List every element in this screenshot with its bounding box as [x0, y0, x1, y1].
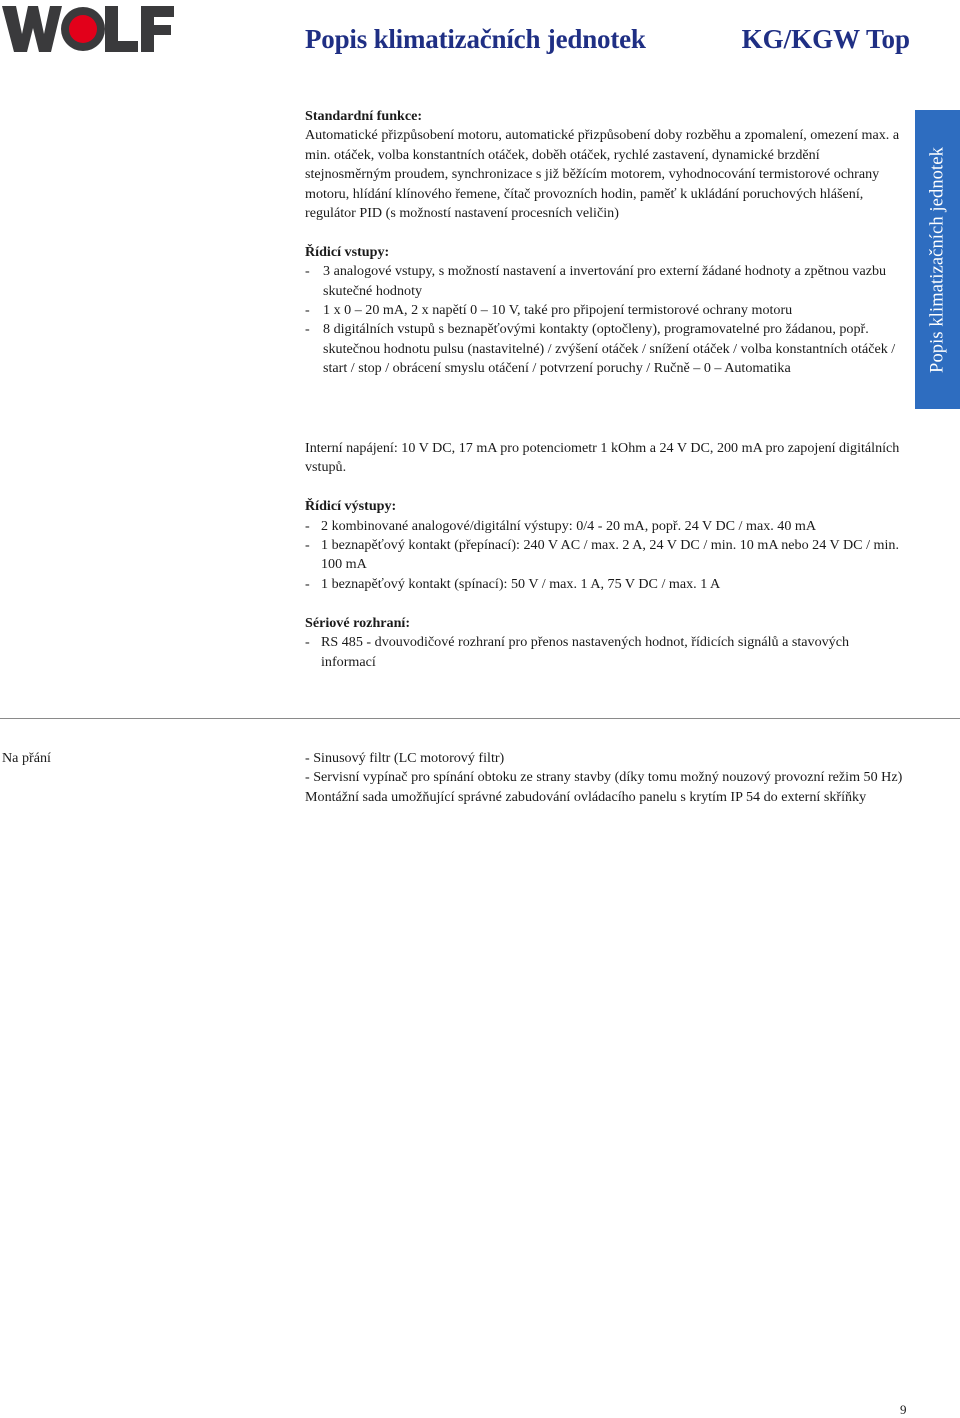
list-item: - 2 kombinované analogové/digitální výstupy: 0/4 - 20 mA, popř. 24 V DC / max. 40 mA [305, 517, 905, 536]
list-item: Montážní sada umožňující správné zabudování ovládacího panelu s krytím IP 54 do externí skříňky [305, 788, 867, 805]
list-item: - 1 beznapěťový kontakt (spínací): 50 V / max. 1 A, 75 V DC / max. 1 A [305, 575, 905, 594]
control-outputs-list [305, 517, 905, 595]
control-outputs-heading: Řídicí výstupy: [305, 498, 397, 515]
options-label: Na přání [2, 750, 51, 766]
standard-functions-heading: Standardní funkce: [305, 108, 423, 124]
page-number: 9 [900, 1402, 907, 1417]
serial-interface-heading: Sériové rozhraní: [305, 614, 411, 631]
section-divider [0, 718, 960, 719]
control-inputs-heading: Řídicí vstupy: [305, 243, 390, 260]
options-list [305, 749, 915, 807]
serial-interface-list [305, 633, 905, 672]
list-item: - Servisní vypínač pro spínání obtoku ze strany stavby (díky tomu možný nouzový provozní režim 50 Hz) [305, 769, 903, 786]
serial-interface-section [305, 614, 905, 672]
list-item: - RS 485 - dvouvodičové rozhraní pro přenos nastavených hodnot, řídicích signálů a stavových informací [305, 633, 905, 672]
standard-functions-section [305, 107, 905, 223]
wolf-logo [2, 4, 174, 54]
list-item: - 3 analogové vstupy, s možností nastavení a invertování pro externí žádané hodnoty a zpětnou vazbu skutečné hodnoty [305, 262, 905, 301]
list-item: - 1 beznapěťový kontakt (přepínací): 240 V AC / max. 2 A, 24 V DC / min. 10 mA nebo 24 V DC / min. 100 mA [305, 536, 905, 575]
control-inputs-list [305, 262, 905, 378]
main-content [305, 107, 905, 691]
internal-supply-text: Interní napájení: 10 V DC, 17 mA pro potenciometr 1 kOhm a 24 V DC, 200 mA pro zapojení digitálních vstupů. [305, 440, 900, 476]
internal-supply-section [305, 439, 905, 478]
list-item: - 1 x 0 – 20 mA, 2 x napětí 0 – 10 V, také pro připojení termistorové ochrany motoru [305, 301, 905, 320]
list-item: - 8 digitálních vstupů s beznapěťovými kontakty (optočleny), programovatelné pro žádanou, popř. skutečnou hodnotu pulsu (nastavitelné) / zvýšení otáček / snížení otáček / volba konstantních otáček / start / stop / obrácení smyslu otáčení / potvrzení poruchy / Ručně – 0 – Automatika [305, 320, 905, 378]
control-inputs-section [305, 243, 905, 379]
standard-functions-text: Automatické přizpůsobení motoru, automatické přizpůsobení doby rozběhu a zpomalení, omezení max. a min. otáček, volba konstantních otáček, doběh otáček, rychlé zastavení, dynamické brzdění stejnosměrným proudem, synchronizace s již běžícím motorem, vyhodnocování termistorové ochrany motoru, hlídání klínového řemene, čítač provozních hodin, paměť k ukládání poruchových hlášení, regulátor PID (s možností nastavení procesních veličin) [305, 127, 900, 222]
page-title: Popis klimatizačních jednotek [305, 24, 646, 54]
control-outputs-section [305, 497, 905, 594]
side-tab-label: Popis klimatizačních jednotek [927, 146, 947, 373]
side-tab [915, 110, 960, 409]
model-name: KG/KGW Top [741, 24, 910, 54]
list-item: - Sinusový filtr (LC motorový filtr) [305, 750, 505, 766]
